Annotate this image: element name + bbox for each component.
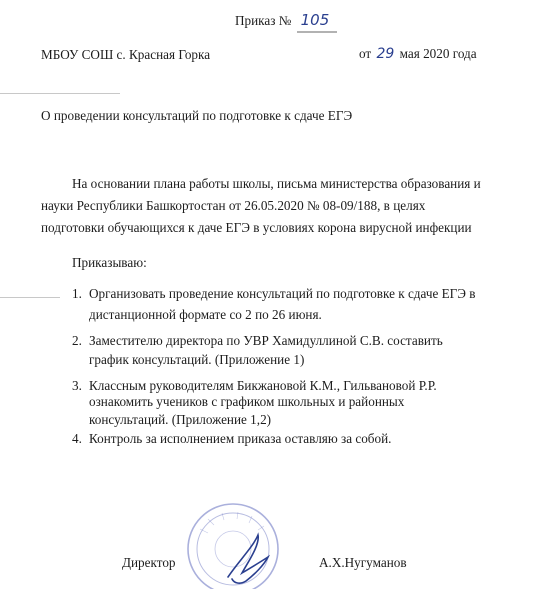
order-date (359, 46, 477, 62)
item-4-line-1: Контроль за исполнением приказа оставляю за собой. (89, 431, 392, 446)
list-item (72, 378, 82, 394)
item-3-line-2: ознакомить учеников с графиком школьных и районных (89, 394, 405, 409)
signature-name: А.Х.Нугуманов (319, 555, 407, 570)
signature-mark (218, 527, 278, 587)
preamble-line-3: подготовки обучающихся к даче ЕГЭ в условиях корона вирусной инфекции (41, 220, 472, 235)
order-number: 105 (300, 11, 330, 29)
preamble-line-1: На основании плана работы школы, письма министерства образования и (72, 176, 481, 191)
signature-title: Директор (122, 555, 176, 570)
item-number: 2. (72, 333, 82, 348)
item-1-line-1: Организовать проведение консультаций по подготовке к сдаче ЕГЭ в (89, 286, 476, 301)
order-word: Приказываю: (72, 255, 147, 270)
item-2-line-1: Заместителю директора по УВР Хамидуллиной С.В. составить (89, 333, 443, 348)
date-rest: мая 2020 года (399, 46, 477, 61)
scan-line-mid (0, 297, 60, 298)
list-item (72, 431, 82, 447)
item-number: 4. (72, 431, 82, 446)
date-prefix: от (359, 46, 372, 61)
item-2-line-2: график консультаций. (Приложение 1) (89, 352, 305, 367)
item-number: 1. (72, 286, 82, 301)
list-item (72, 286, 82, 302)
order-number-underline (297, 30, 337, 34)
scan-line-top (0, 93, 120, 94)
item-1-line-2: дистанционной формате со 2 по 26 июня. (89, 307, 322, 322)
list-item (72, 333, 82, 349)
preamble-line-2: науки Республики Башкортостан от 26.05.2020 № 08-09/188, в целях (41, 198, 426, 213)
order-subject: О проведении консультаций по подготовке к сдаче ЕГЭ (41, 108, 353, 123)
order-label: Приказ № (235, 13, 292, 28)
item-number: 3. (72, 378, 82, 393)
organization: МБОУ СОШ с. Красная Горка (41, 47, 211, 62)
date-day: 29 (376, 46, 395, 62)
item-3-line-3: консультаций. (Приложение 1,2) (89, 412, 272, 427)
item-3-line-1: Классным руководителям Бикжановой К.М., Гильвановой Р.Р. (89, 378, 437, 393)
order-header (235, 12, 329, 29)
